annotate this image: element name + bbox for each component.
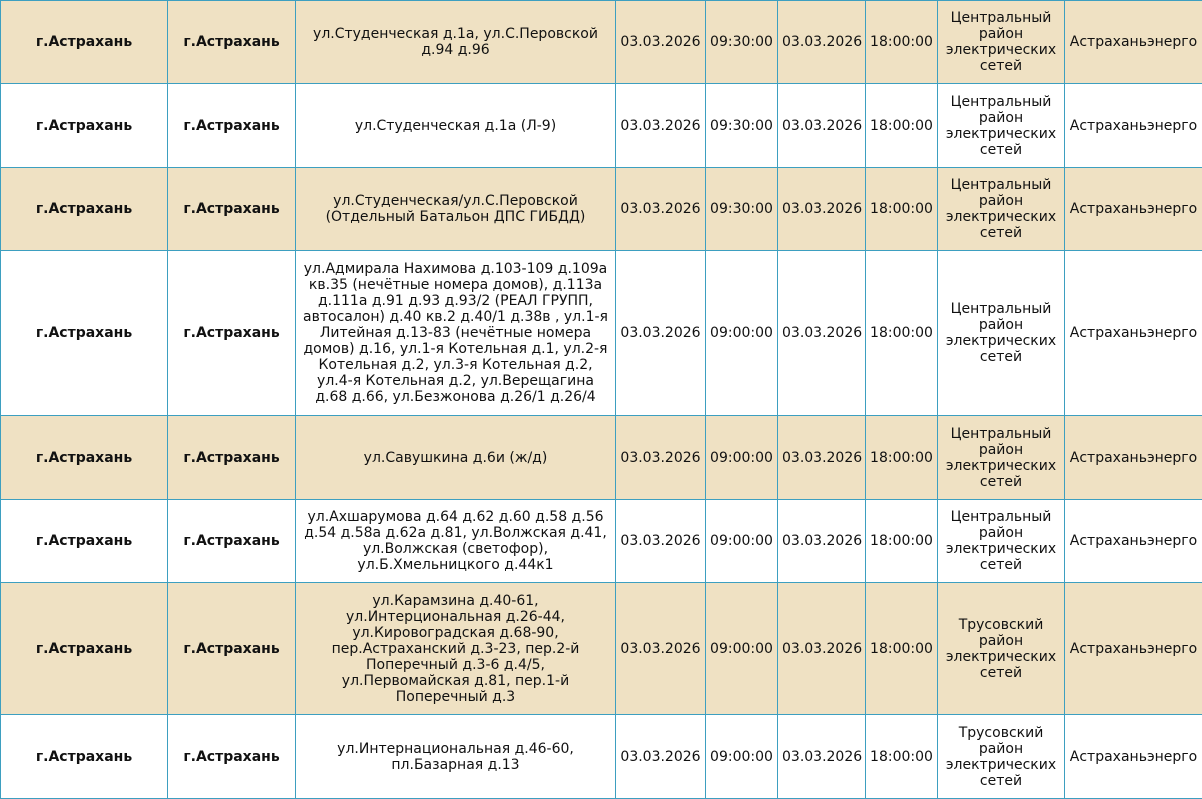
end-time-cell: 18:00:00 (866, 715, 938, 799)
start-time-cell: 09:00:00 (706, 416, 778, 500)
start-date-cell: 03.03.2026 (616, 583, 706, 715)
address-cell: ул.Студенческая/ул.С.Перовской (Отдельный Батальон ДПС ГИБДД) (296, 168, 616, 251)
company-cell: Астраханьэнерго (1065, 500, 1202, 583)
address-cell: ул.Интернациональная д.46-60, пл.Базарная д.13 (296, 715, 616, 799)
end-time-cell: 18:00:00 (866, 84, 938, 168)
table-row (1, 1, 1202, 84)
address-cell: ул.Карамзина д.40-61, ул.Интерциональная д.26-44, ул.Кировоградская д.68-90, пер.Астраханский д.3-23, пер.2-й Поперечный д.3-6 д.4/5, ул.Первомайская д.81, пер.1-й Поперечный д.3 (296, 583, 616, 715)
district-cell: Центральный район электрических сетей (938, 84, 1065, 168)
settlement-cell: г.Астрахань (168, 84, 296, 168)
address-cell: ул.Савушкина д.6и (ж/д) (296, 416, 616, 500)
start-date-cell: 03.03.2026 (616, 416, 706, 500)
address-cell: ул.Студенческая д.1а (Л-9) (296, 84, 616, 168)
settlement-cell: г.Астрахань (168, 251, 296, 416)
start-time-cell: 09:00:00 (706, 715, 778, 799)
end-time-cell: 18:00:00 (866, 168, 938, 251)
district-cell: Трусовский район электрических сетей (938, 715, 1065, 799)
end-date-cell: 03.03.2026 (778, 715, 866, 799)
locality-cell: г.Астрахань (1, 251, 168, 416)
settlement-cell: г.Астрахань (168, 715, 296, 799)
company-cell: Астраханьэнерго (1065, 416, 1202, 500)
end-date-cell: 03.03.2026 (778, 251, 866, 416)
address-cell: ул.Ахшарумова д.64 д.62 д.60 д.58 д.56 д.54 д.58а д.62а д.81, ул.Волжская д.41, ул.Волжская (светофор), ул.Б.Хмельницкого д.44к1 (296, 500, 616, 583)
locality-cell: г.Астрахань (1, 416, 168, 500)
start-time-cell: 09:00:00 (706, 251, 778, 416)
start-date-cell: 03.03.2026 (616, 1, 706, 84)
district-cell: Центральный район электрических сетей (938, 1, 1065, 84)
company-cell: Астраханьэнерго (1065, 168, 1202, 251)
table-row (1, 416, 1202, 500)
start-time-cell: 09:00:00 (706, 583, 778, 715)
end-time-cell: 18:00:00 (866, 500, 938, 583)
start-date-cell: 03.03.2026 (616, 168, 706, 251)
end-time-cell: 18:00:00 (866, 583, 938, 715)
table-row (1, 84, 1202, 168)
end-time-cell: 18:00:00 (866, 416, 938, 500)
end-date-cell: 03.03.2026 (778, 583, 866, 715)
locality-cell: г.Астрахань (1, 84, 168, 168)
start-date-cell: 03.03.2026 (616, 84, 706, 168)
settlement-cell: г.Астрахань (168, 416, 296, 500)
end-date-cell: 03.03.2026 (778, 1, 866, 84)
table-row (1, 168, 1202, 251)
address-cell: ул.Студенческая д.1а, ул.С.Перовской д.94 д.96 (296, 1, 616, 84)
company-cell: Астраханьэнерго (1065, 583, 1202, 715)
settlement-cell: г.Астрахань (168, 1, 296, 84)
start-time-cell: 09:30:00 (706, 84, 778, 168)
company-cell: Астраханьэнерго (1065, 251, 1202, 416)
locality-cell: г.Астрахань (1, 168, 168, 251)
settlement-cell: г.Астрахань (168, 500, 296, 583)
company-cell: Астраханьэнерго (1065, 1, 1202, 84)
address-cell: ул.Адмирала Нахимова д.103-109 д.109а кв.35 (нечётные номера домов), д.113а д.111а д.91 д.93 д.93/2 (РЕАЛ ГРУПП, автосалон) д.40 кв.2 д.40/1 д.38в , ул.1-я Литейная д.13-83 (нечётные номера домов) д.16, ул.1-я Котельная д.1, ул.2-я Котельная д.2, ул.3-я Котельная д.2, ул.4-я Котельная д.2, ул.Верещагина д.68 д.66, ул.Безжонова д.26/1 д.26/4 (296, 251, 616, 416)
end-time-cell: 18:00:00 (866, 1, 938, 84)
start-date-cell: 03.03.2026 (616, 251, 706, 416)
table-row (1, 715, 1202, 799)
end-date-cell: 03.03.2026 (778, 168, 866, 251)
district-cell: Центральный район электрических сетей (938, 416, 1065, 500)
table-row (1, 251, 1202, 416)
district-cell: Трусовский район электрических сетей (938, 583, 1065, 715)
table-row (1, 583, 1202, 715)
end-time-cell: 18:00:00 (866, 251, 938, 416)
locality-cell: г.Астрахань (1, 1, 168, 84)
company-cell: Астраханьэнерго (1065, 84, 1202, 168)
settlement-cell: г.Астрахань (168, 583, 296, 715)
company-cell: Астраханьэнерго (1065, 715, 1202, 799)
start-time-cell: 09:30:00 (706, 168, 778, 251)
end-date-cell: 03.03.2026 (778, 84, 866, 168)
locality-cell: г.Астрахань (1, 500, 168, 583)
end-date-cell: 03.03.2026 (778, 500, 866, 583)
start-time-cell: 09:30:00 (706, 1, 778, 84)
end-date-cell: 03.03.2026 (778, 416, 866, 500)
locality-cell: г.Астрахань (1, 715, 168, 799)
start-date-cell: 03.03.2026 (616, 500, 706, 583)
start-date-cell: 03.03.2026 (616, 715, 706, 799)
district-cell: Центральный район электрических сетей (938, 500, 1065, 583)
district-cell: Центральный район электрических сетей (938, 168, 1065, 251)
locality-cell: г.Астрахань (1, 583, 168, 715)
table-row (1, 500, 1202, 583)
district-cell: Центральный район электрических сетей (938, 251, 1065, 416)
settlement-cell: г.Астрахань (168, 168, 296, 251)
start-time-cell: 09:00:00 (706, 500, 778, 583)
table-body (1, 1, 1202, 799)
